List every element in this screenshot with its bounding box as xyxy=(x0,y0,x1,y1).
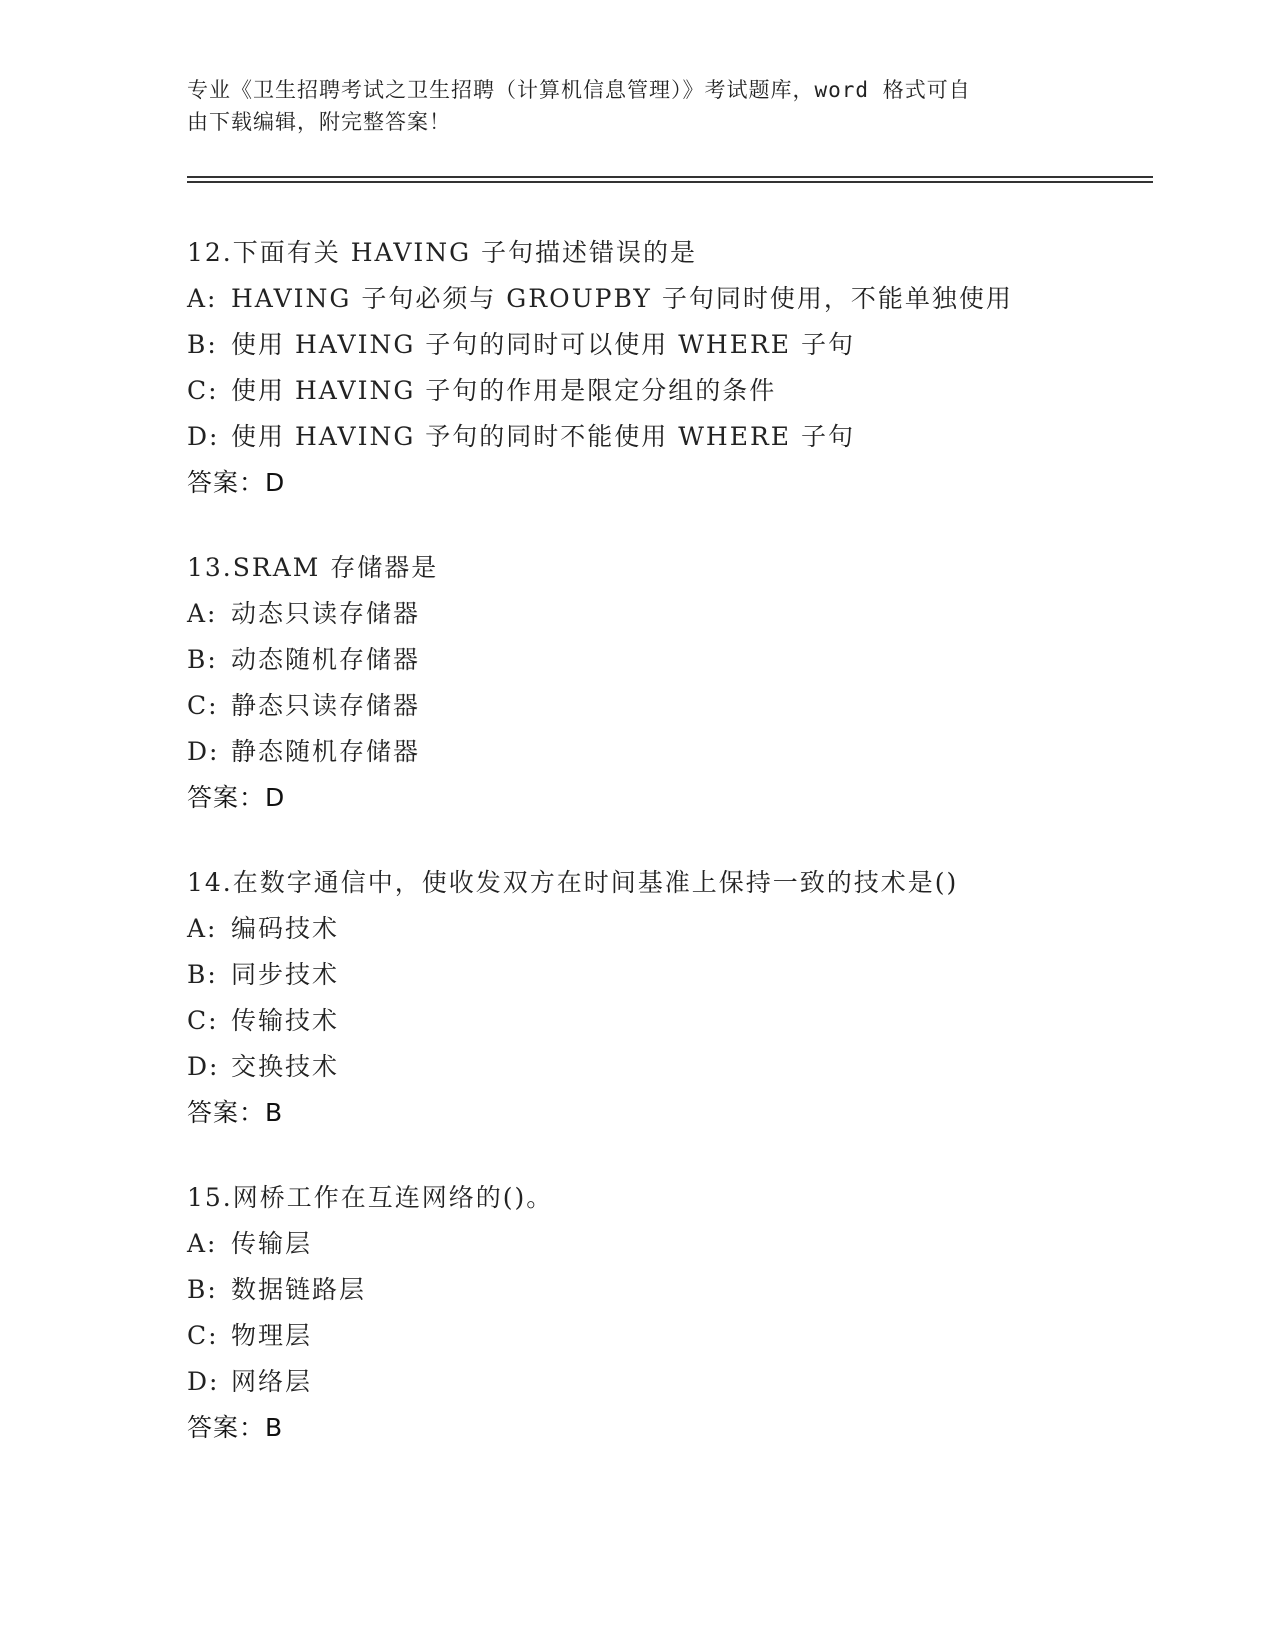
option-b xyxy=(187,1267,1137,1313)
answer: 答案：D xyxy=(187,783,286,812)
option-text: 编码技术 xyxy=(231,914,340,943)
option-a xyxy=(187,591,1137,637)
option-letter: C: xyxy=(187,1321,219,1350)
option-d xyxy=(187,729,1137,775)
question-stem: 13.SRAM 存储器是 xyxy=(187,553,439,582)
option-d xyxy=(187,1359,1137,1405)
option-a xyxy=(187,906,1137,952)
question-stem: 12.下面有关 HAVING 子句描述错误的是 xyxy=(187,238,698,267)
option-text: 动态随机存储器 xyxy=(231,645,421,674)
question-stem: 15.网桥工作在互连网络的()。 xyxy=(187,1183,554,1212)
option-text: 网络层 xyxy=(231,1367,313,1396)
option-letter: D: xyxy=(187,1367,220,1396)
option-b xyxy=(187,952,1137,998)
header-divider-bottom xyxy=(187,181,1153,183)
option-letter: B: xyxy=(187,960,218,989)
option-b xyxy=(187,637,1137,683)
option-letter: C: xyxy=(187,1006,219,1035)
option-text: HAVING 子句必须与 GROUPBY 子句同时使用，不能单独使用 xyxy=(231,284,1013,313)
option-letter: B: xyxy=(187,1275,218,1304)
option-letter: C: xyxy=(187,376,219,405)
option-a xyxy=(187,1221,1137,1267)
option-c xyxy=(187,998,1137,1044)
option-letter: D: xyxy=(187,1052,220,1081)
option-d xyxy=(187,414,1137,460)
option-text: 数据链路层 xyxy=(231,1275,367,1304)
header-divider-top xyxy=(187,176,1153,178)
option-c xyxy=(187,683,1137,729)
answer: 答案：D xyxy=(187,468,286,497)
header-line-2: 由下载编辑，附完整答案！ xyxy=(187,110,451,134)
option-text: 使用 HAVING 子句的同时可以使用 WHERE 子句 xyxy=(231,330,855,359)
question-15 xyxy=(187,1175,1137,1451)
option-c xyxy=(187,1313,1137,1359)
option-text: 物理层 xyxy=(231,1321,313,1350)
option-text: 使用 HAVING 予句的同时不能使用 WHERE 子句 xyxy=(231,422,855,451)
question-13 xyxy=(187,545,1137,821)
question-12 xyxy=(187,230,1137,506)
option-text: 传输层 xyxy=(231,1229,313,1258)
question-stem: 14.在数字通信中，使收发双方在时间基准上保持一致的技术是() xyxy=(187,868,959,897)
answer: 答案：B xyxy=(187,1098,284,1127)
option-letter: A: xyxy=(187,599,218,628)
question-14 xyxy=(187,860,1137,1136)
option-letter: A: xyxy=(187,1229,218,1258)
option-a xyxy=(187,276,1137,322)
option-letter: B: xyxy=(187,645,218,674)
option-d xyxy=(187,1044,1137,1090)
option-text: 同步技术 xyxy=(231,960,340,989)
option-text: 静态随机存储器 xyxy=(231,737,421,766)
option-letter: B: xyxy=(187,330,218,359)
option-letter: A: xyxy=(187,284,218,313)
document-header xyxy=(187,74,1067,138)
option-letter: C: xyxy=(187,691,219,720)
option-text: 传输技术 xyxy=(231,1006,340,1035)
option-text: 动态只读存储器 xyxy=(231,599,421,628)
option-text: 交换技术 xyxy=(231,1052,340,1081)
option-letter: D: xyxy=(187,737,220,766)
option-c xyxy=(187,368,1137,414)
option-letter: D: xyxy=(187,422,220,451)
answer: 答案：B xyxy=(187,1413,284,1442)
option-b xyxy=(187,322,1137,368)
header-line-1: 专业《卫生招聘考试之卫生招聘（计算机信息管理）》考试题库，word 格式可自 xyxy=(187,78,971,102)
option-text: 静态只读存储器 xyxy=(231,691,421,720)
option-text: 使用 HAVING 子句的作用是限定分组的条件 xyxy=(231,376,777,405)
option-letter: A: xyxy=(187,914,218,943)
